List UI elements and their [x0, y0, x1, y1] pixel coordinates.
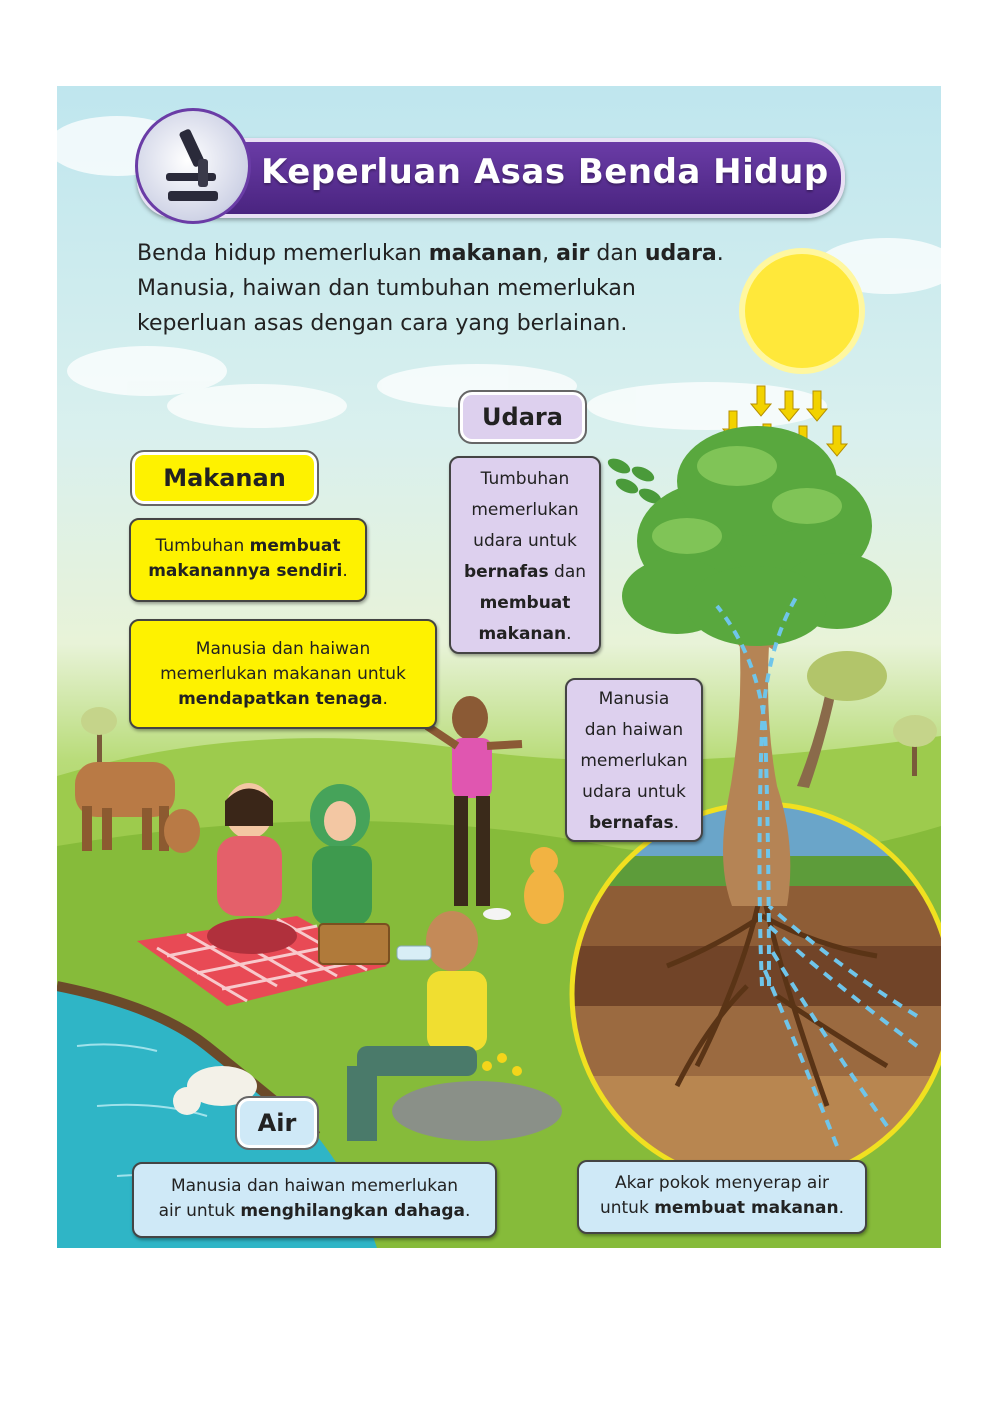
makanan-box-2-end: .	[382, 689, 388, 709]
title-banner	[137, 138, 845, 218]
air-box-2-line-2: untuk	[599, 1198, 655, 1218]
intro-keyword-makanan: makanan	[428, 241, 543, 266]
makanan-box-2-bold: mendapatkan tenaga	[178, 689, 383, 709]
udara-box-1-line-4: dan	[548, 562, 587, 582]
udara-box-2-bold: bernafas	[588, 813, 674, 833]
makanan-box-1-text: Tumbuhan	[155, 536, 250, 556]
air-box-1-bold: menghilangkan dahaga	[240, 1201, 466, 1221]
intro-text: Benda hidup memerlukan	[137, 241, 429, 266]
udara-box-2-line-4: udara untuk	[582, 782, 686, 802]
air-box-1-end: .	[465, 1201, 471, 1221]
udara-box-2-line-1: Manusia	[598, 689, 670, 709]
basket	[319, 924, 389, 964]
udara-box-1	[449, 456, 601, 654]
makanan-box-1	[129, 518, 367, 602]
microscope-icon	[135, 108, 251, 224]
air-box-2	[577, 1160, 867, 1234]
intro-line-1	[137, 236, 837, 271]
udara-box-1-bold-2: membuat	[479, 593, 571, 613]
udara-box-2-line-2: dan haiwan	[584, 720, 684, 740]
udara-box-2	[565, 678, 703, 842]
rock	[392, 1081, 562, 1141]
intro-line-3: keperluan asas dengan cara yang berlainan.	[137, 311, 628, 336]
woman-hijab-illustration	[310, 784, 372, 926]
makanan-box-2-line-1: Manusia dan haiwan	[195, 639, 371, 659]
intro-text: dan	[589, 241, 645, 266]
udara-box-1-line-3: udara untuk	[473, 531, 577, 551]
makanan-box-1-bold-2: makanannya sendiri	[148, 561, 343, 581]
air-box-1	[132, 1162, 497, 1238]
makanan-box-1-bold: membuat	[249, 536, 341, 556]
udara-box-1-line-2: memerlukan	[471, 500, 579, 520]
air-box-2-bold: membuat makanan	[654, 1198, 839, 1218]
udara-box-2-line-3: memerlukan	[580, 751, 688, 771]
page-title: Keperluan Asas Benda Hidup	[261, 152, 829, 192]
poster	[57, 86, 941, 1248]
udara-box-1-bold-3: makanan	[478, 624, 567, 644]
udara-box-1-line-1: Tumbuhan	[480, 469, 570, 489]
air-label-text: Air	[257, 1109, 297, 1137]
intro-keyword-udara: udara	[644, 241, 717, 266]
intro-line-2: Manusia, haiwan dan tumbuhan memerlukan	[137, 276, 636, 301]
air-label	[237, 1098, 317, 1148]
makanan-label	[132, 452, 317, 504]
air-box-2-end: .	[838, 1198, 845, 1218]
intro-paragraph	[137, 236, 837, 341]
intro-text: .	[716, 241, 724, 266]
intro-text: ,	[542, 241, 557, 266]
makanan-label-text: Makanan	[163, 464, 286, 492]
udara-box-2-end: .	[673, 813, 680, 833]
udara-label-text: Udara	[482, 403, 563, 431]
air-box-1-line-1: Manusia dan haiwan memerlukan	[170, 1176, 459, 1196]
makanan-box-2	[129, 619, 437, 729]
udara-label	[460, 392, 585, 442]
makanan-box-2-line-2: memerlukan makanan untuk	[160, 664, 406, 684]
air-leaves-icon	[606, 455, 664, 506]
air-box-1-line-2: air untuk	[158, 1201, 241, 1221]
air-box-2-line-1: Akar pokok menyerap air	[614, 1173, 830, 1193]
udara-box-1-bold-1: bernafas	[463, 562, 549, 582]
udara-box-1-end: .	[566, 624, 572, 644]
makanan-box-1-end: .	[342, 561, 348, 581]
intro-keyword-air: air	[556, 241, 590, 266]
